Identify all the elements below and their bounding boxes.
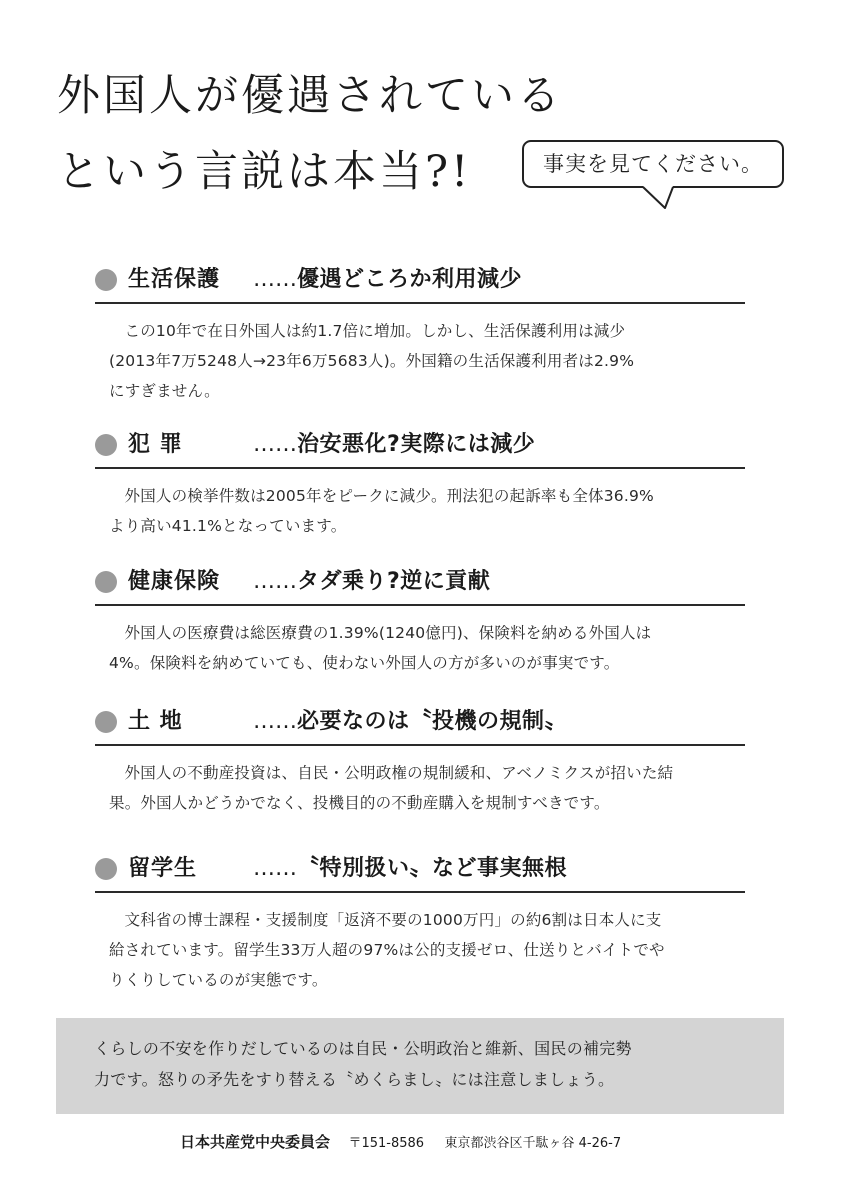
closing-line: くらしの不安を作りだしているのは自民・公明政治と維新、国民の補完勢 xyxy=(94,1039,632,1058)
section-body xyxy=(95,746,745,818)
postal-code: 〒151-8586 xyxy=(348,1136,425,1151)
section-label: 健康保険 xyxy=(128,569,221,594)
closing-line: 力です。怒りの矛先をすり替える〝めくらまし〟には注意しましょう。 xyxy=(94,1070,615,1089)
section-header xyxy=(95,851,745,893)
leader-dots: …… xyxy=(253,432,297,457)
bullet-icon xyxy=(95,434,117,456)
footer xyxy=(180,1130,621,1156)
body-line: 給されています。留学生33万人超の97%は公的支援ゼロ、仕送りとバイトでや xyxy=(109,941,665,959)
section-body xyxy=(95,606,745,678)
section-headline xyxy=(253,262,522,298)
section-body xyxy=(95,304,745,406)
section-land xyxy=(95,704,745,818)
section-crime xyxy=(95,427,745,541)
body-line: 4%。保険料を納めていても、使わない外国人の方が多いのが事実です。 xyxy=(109,654,620,672)
bullet-icon xyxy=(95,858,117,880)
body-line: この10年で在日外国人は約1.7倍に増加。しかし、生活保護利用は減少 xyxy=(124,322,626,340)
body-line: にすぎません。 xyxy=(109,382,220,400)
bullet-icon xyxy=(95,571,117,593)
section-body xyxy=(95,893,745,995)
flyer-title xyxy=(57,58,563,210)
section-label: 生活保護 xyxy=(128,267,221,292)
speech-bubble-tail xyxy=(643,186,675,210)
section-headline xyxy=(253,851,567,887)
section-label: 土 地 xyxy=(128,709,183,734)
section-welfare xyxy=(95,262,745,406)
section-label: 犯 罪 xyxy=(128,432,183,457)
section-headline xyxy=(253,427,535,463)
section-header xyxy=(95,564,745,606)
leader-dots: …… xyxy=(253,267,297,292)
closing-message xyxy=(56,1018,784,1114)
section-header xyxy=(95,427,745,469)
leader-dots: …… xyxy=(253,709,297,734)
leader-dots: …… xyxy=(253,569,297,594)
section-students xyxy=(95,851,745,995)
organization-name: 日本共産党中央委員会 xyxy=(180,1133,331,1151)
headline-text: 必要なのは〝投機の規制〟 xyxy=(297,709,568,734)
body-line: より高い41.1%となっています。 xyxy=(109,517,347,535)
leader-dots: …… xyxy=(253,856,297,881)
body-line: 果。外国人かどうかでなく、投機目的の不動産購入を規制すべきです。 xyxy=(109,794,610,812)
section-header xyxy=(95,704,745,746)
title-line-1: 外国人が優遇されている xyxy=(57,71,563,121)
title-line-2: という言説は本当?! xyxy=(57,147,472,197)
bullet-icon xyxy=(95,711,117,733)
headline-text: 治安悪化?実際には減少 xyxy=(297,432,536,457)
speech-bubble: 事実を見てください。 xyxy=(522,140,784,188)
headline-text: 〝特別扱い〟など事実無根 xyxy=(297,856,568,881)
section-health-insurance xyxy=(95,564,745,678)
section-label: 留学生 xyxy=(128,856,198,881)
body-line: 外国人の検挙件数は2005年をピークに減少。刑法犯の起訴率も全体36.9% xyxy=(124,487,654,505)
headline-text: 優遇どころか利用減少 xyxy=(297,267,523,292)
headline-text: タダ乗り?逆に貢献 xyxy=(297,569,491,594)
section-body xyxy=(95,469,745,541)
section-headline xyxy=(253,704,567,740)
section-headline xyxy=(253,564,490,600)
body-line: 外国人の医療費は総医療費の1.39%(1240億円)、保険料を納める外国人は xyxy=(124,624,652,642)
body-line: (2013年7万5248人→23年6万5683人)。外国籍の生活保護利用者は2.9% xyxy=(109,352,635,370)
body-line: 文科省の博士課程・支援制度「返済不要の1000万円」の約6割は日本人に支 xyxy=(124,911,662,929)
body-line: 外国人の不動産投資は、自民・公明政権の規制緩和、アベノミクスが招いた結 xyxy=(124,764,674,782)
bullet-icon xyxy=(95,269,117,291)
body-line: りくりしているのが実態です。 xyxy=(109,971,328,989)
section-header xyxy=(95,262,745,304)
address: 東京都渋谷区千駄ヶ谷 4-26-7 xyxy=(444,1136,622,1151)
